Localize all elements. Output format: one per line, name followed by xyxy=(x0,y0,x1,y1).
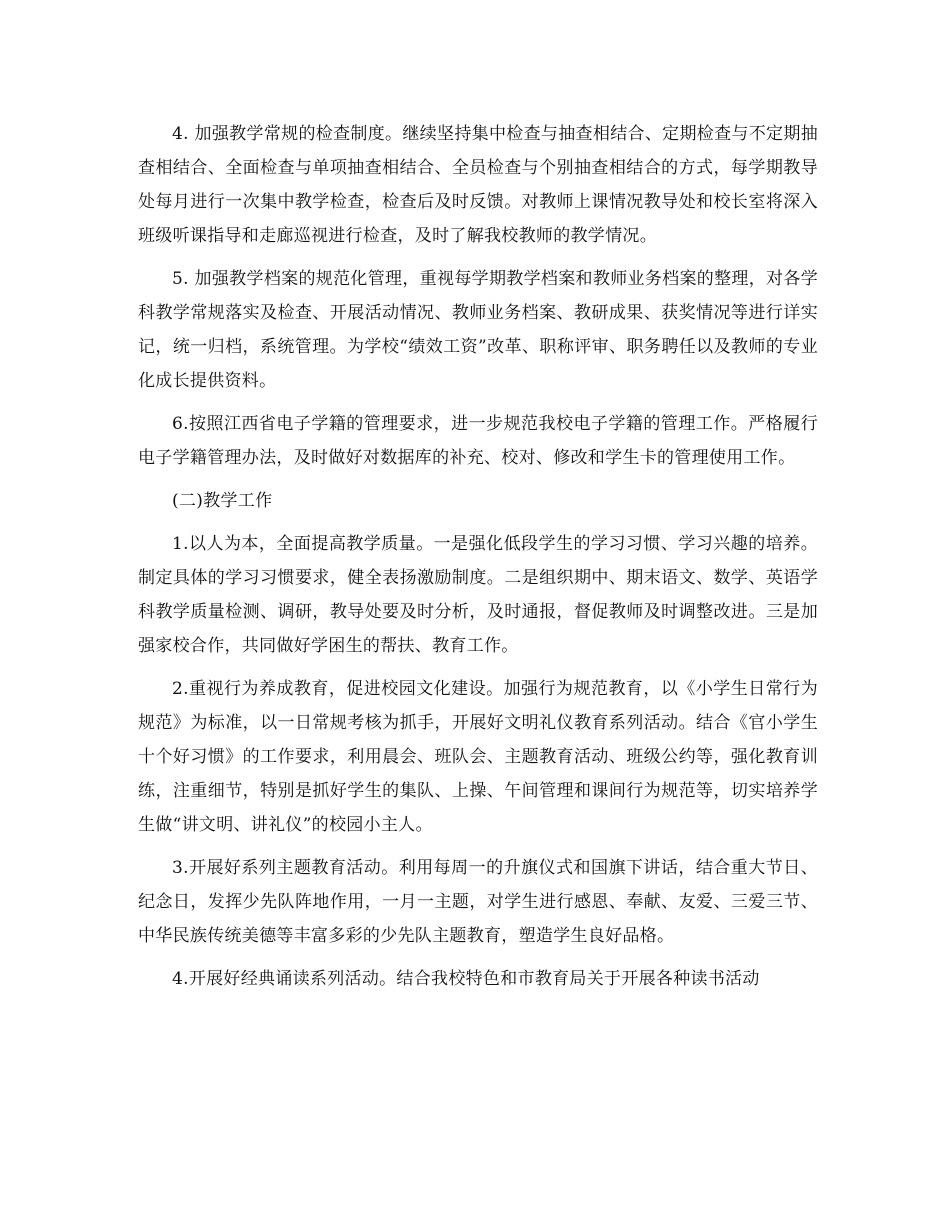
paragraph-behavior-education: 2.重视行为养成教育，促进校园文化建设。加强行为规范教育，以《小学生日常行为规范》为标准，以一日常规考核为抓手，开展好文明礼仪教育系列活动。结合《官小学生十个好习惯》的工作要求，利用晨会、班队会、主题教育活动、班级公约等，强化教育训练，注重细节，特别是抓好学生的集队、上操、午间管理和课间行为规范等，切实培养学生做“讲文明、讲礼仪”的校园小主人。 xyxy=(138,679,818,835)
paragraph-classic-reading: 4.开展好经典诵读系列活动。结合我校特色和市教育局关于开展各种读书活动 xyxy=(172,969,760,989)
paragraph-inspection-system: 4. 加强教学常规的检查制度。继续坚持集中检查与抽查相结合、定期检查与不定期抽查相结合、全面检查与单项抽查相结合、全员检查与个别抽查相结合的方式，每学期教导处每月进行一次集中教学检查，检查后及时反馈。对教师上课情况教导处和校长室将深入班级听课指导和走廊巡视进行检查，及时了解我校教师的教学情况。 xyxy=(138,124,818,246)
document-body xyxy=(138,117,818,1005)
paragraph-theme-activities: 3.开展好系列主题教育活动。利用每周一的升旗仪式和国旗下讲话，结合重大节日、纪念日，发挥少先队阵地作用，一月一主题，对学生进行感恩、奉献、友爱、三爱三节、中华民族传统美德等丰富多彩的少先队主题教育，塑造学生良好品格。 xyxy=(138,858,818,946)
paragraph-teaching-quality: 1.以人为本，全面提高教学质量。一是强化低段学生的学习习惯、学习兴趣的培养。制定具体的学习习惯要求，健全表扬激励制度。二是组织期中、期末语文、数学、英语学科教学质量检测、调研，教导处要及时分析，及时通报，督促教师及时调整改进。三是加强家校合作，共同做好学困生的帮扶、教育工作。 xyxy=(138,534,818,656)
paragraph-electronic-records: 6.按照江西省电子学籍的管理要求，进一步规范我校电子学籍的管理工作。严格履行电子学籍管理办法，及时做好对数据库的补充、校对、修改和学生卡的管理使用工作。 xyxy=(138,414,818,468)
section-heading-teaching-work: (二)教学工作 xyxy=(172,491,273,511)
paragraph-archive-management: 5. 加强教学档案的规范化管理，重视每学期教学档案和教师业务档案的整理，对各学科教学常规落实及检查、开展活动情况、教师业务档案、教研成果、获奖情况等进行详实记，统一归档，系统管理。为学校“绩效工资”改革、职称评审、职务聘任以及教师的专业化成长提供资料。 xyxy=(138,269,818,391)
